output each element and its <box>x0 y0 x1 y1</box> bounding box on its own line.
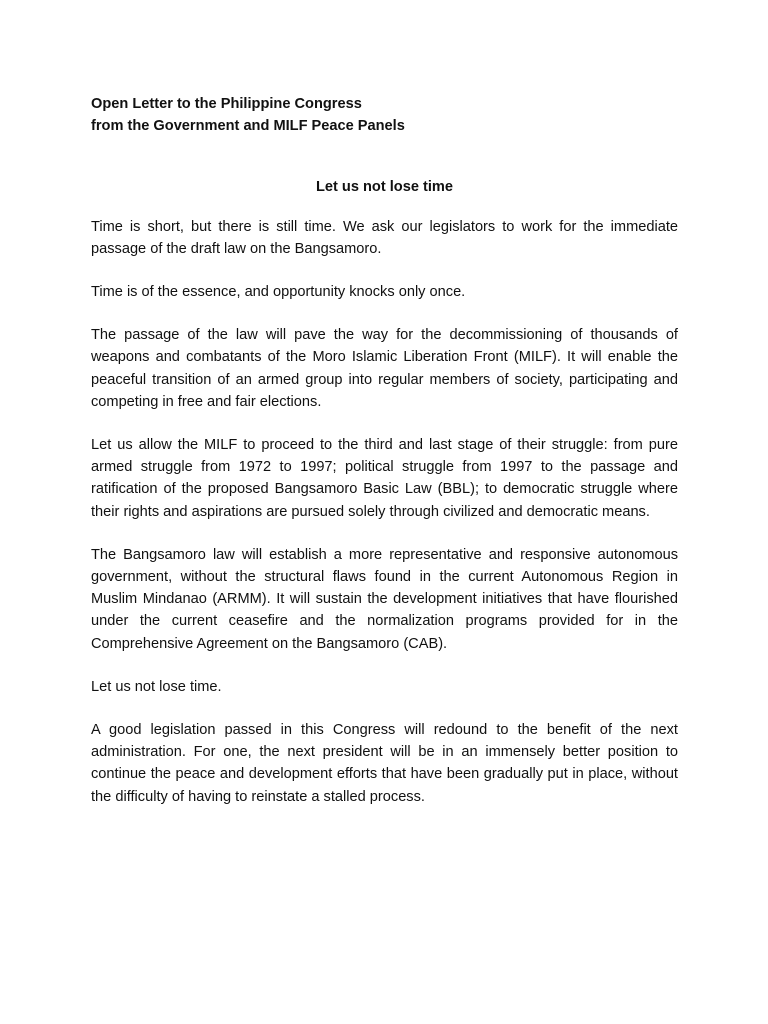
paragraph-2: Time is of the essence, and opportunity knocks only once. <box>91 284 466 301</box>
letter-heading-line-2: from the Government and MILF Peace Panels <box>91 118 405 135</box>
letter-page <box>91 93 678 829</box>
letter-heading-line-1: Open Letter to the Philippine Congress <box>91 96 362 112</box>
paragraph-1: Time is short, but there is still time. We ask our legislators to work for the immediate passage of the draft law on the Bangsamoro. <box>91 218 678 257</box>
letter-title: Let us not lose time <box>315 179 454 196</box>
paragraph-5: The Bangsamoro law will establish a more representative and responsive autonomous government, without the structural flaws found in the current Autonomous Region in Muslim Mindanao (ARMM). It will sustain the development initiatives that have flourished under the current ceasefire and the normalization programs provided for in the Comprehensive Agreement on the Bangsamoro (CAB). <box>91 546 678 652</box>
paragraph-6: Let us not lose time. <box>91 678 222 695</box>
paragraph-7: A good legislation passed in this Congress will redound to the benefit of the next administration. For one, the next president will be in an immensely better position to continue the peace and development efforts that have been gradually put in place, without the difficulty of having to reinstate a stalled process. <box>91 722 678 805</box>
paragraph-3: The passage of the law will pave the way for the decommissioning of thousands of weapons and combatants of the Moro Islamic Liberation Front (MILF). It will enable the peaceful transition of an armed group into regular members of society, participating and competing in free and fair elections. <box>91 327 678 410</box>
paragraph-4: Let us allow the MILF to proceed to the third and last stage of their struggle: from pure armed struggle from 1972 to 1997; political struggle from 1997 to the passage and ratification of the proposed Bangsamoro Basic Law (BBL); to democratic struggle where their rights and aspirations are pursued solely through civilized and democratic means. <box>91 437 678 520</box>
